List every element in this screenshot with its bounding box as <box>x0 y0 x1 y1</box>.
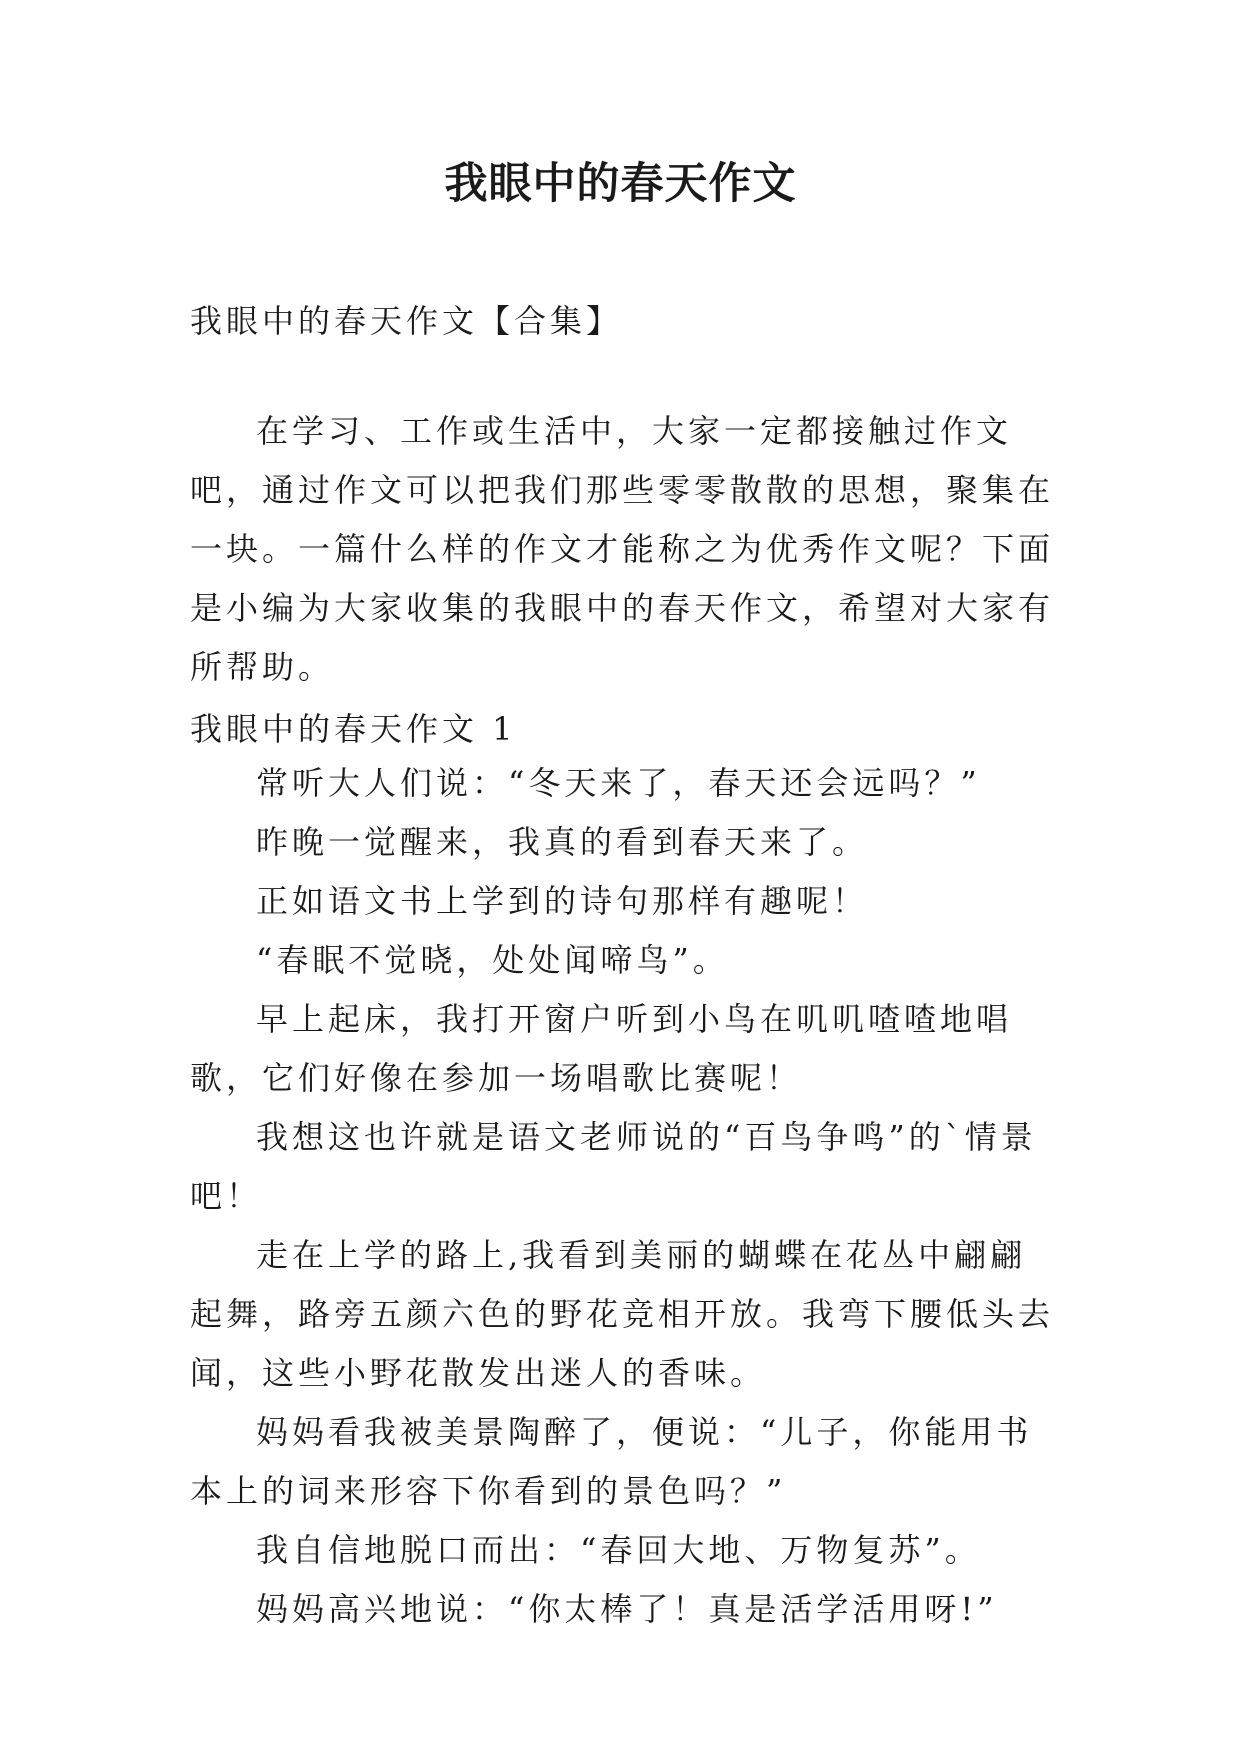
essay-paragraph: 早上起床，我打开窗户听到小鸟在叽叽喳喳地唱歌，它们好像在参加一场唱歌比赛呢！ <box>190 1000 1013 1097</box>
essay-paragraph: 走在上学的路上,我看到美丽的蝴蝶在花丛中翩翩起舞，路旁五颜六色的野花竞相开放。我弯下腰低头去闻，这些小野花散发出迷人的香味。 <box>190 1236 1055 1392</box>
essay-paragraph: 我想这也许就是语文老师说的“百鸟争鸣”的`情景吧！ <box>190 1118 1037 1215</box>
essay-paragraph: 妈妈高兴地说：“你太棒了！真是活学活用呀!” <box>256 1590 998 1628</box>
intro-text: 在学习、工作或生活中，大家一定都接触过作文吧，通过作文可以把我们那些零零散散的思想，聚集在一块。一篇什么样的作文才能称之为优秀作文呢？下面是小编为大家收集的我眼中的春天作文，希望对大家有所帮助。 <box>190 412 1055 686</box>
section-heading: 我眼中的春天作文 1 <box>190 710 517 748</box>
essay-paragraph: 妈妈看我被美景陶醉了，便说：“儿子，你能用书本上的词来形容下你看到的景色吗？” <box>190 1413 1033 1510</box>
document-subtitle: 我眼中的春天作文【合集】 <box>190 302 623 340</box>
essay-body <box>190 754 1060 1639</box>
essay-paragraph: 我自信地脱口而出：“春回大地、万物复苏”。 <box>256 1531 981 1569</box>
intro-paragraph <box>190 402 1060 697</box>
essay-paragraph: 常听大人们说：“冬天来了，春天还会远吗？” <box>256 764 981 802</box>
essay-paragraph: 正如语文书上学到的诗句那样有趣呢！ <box>256 882 869 920</box>
essay-paragraph: “春眠不觉晓，处处闻啼鸟”。 <box>256 941 729 979</box>
document-title: 我眼中的春天作文 <box>444 159 797 209</box>
essay-paragraph: 昨晚一觉醒来，我真的看到春天来了。 <box>256 823 869 861</box>
